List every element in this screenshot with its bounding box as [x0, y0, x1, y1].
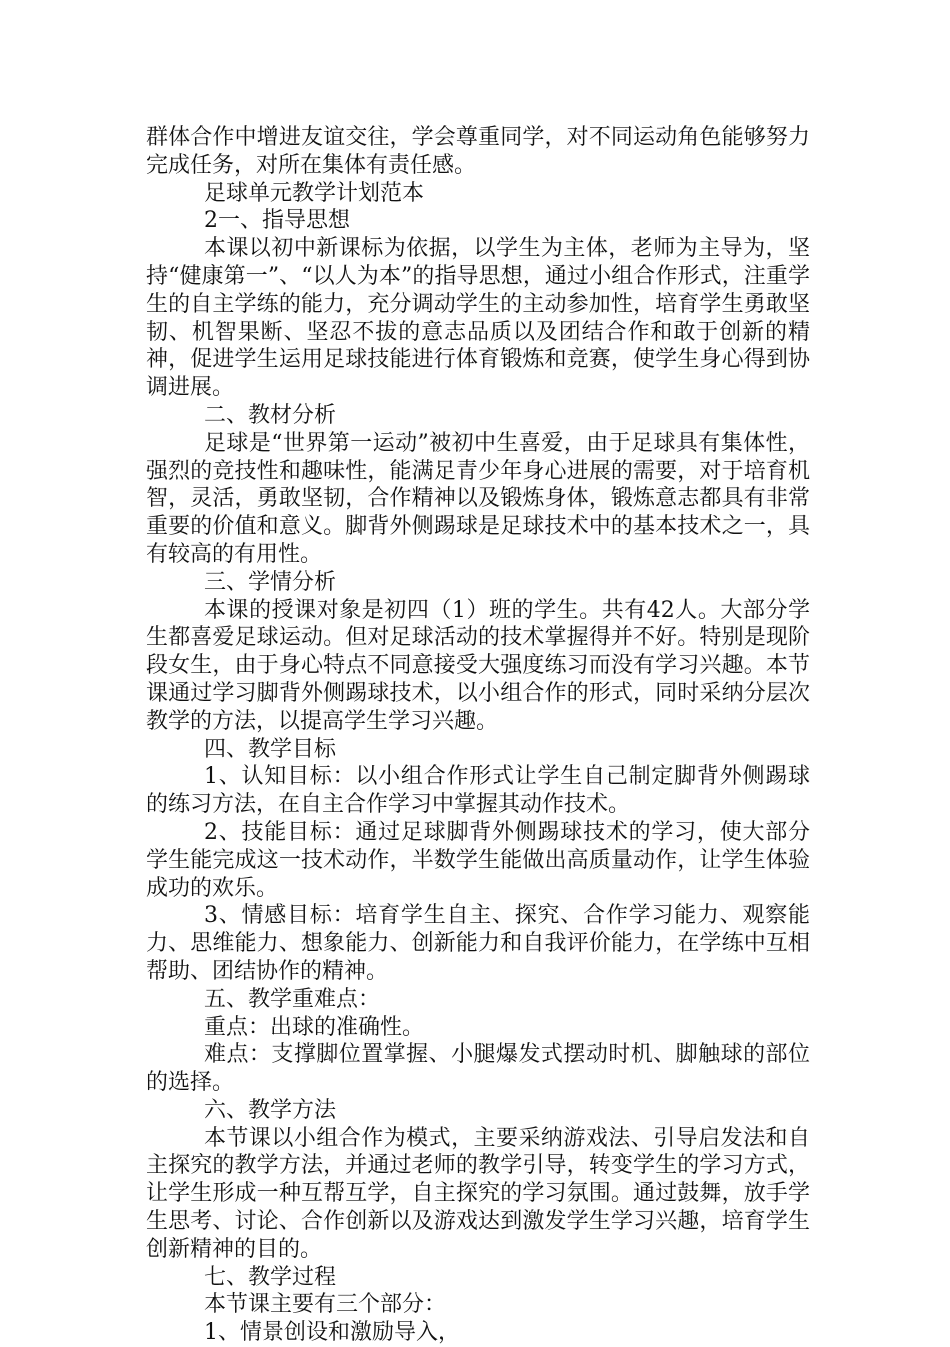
section-heading-teaching-goals: 四、教学目标	[204, 736, 337, 762]
paragraph-key-point: 重点：出球的准确性。	[204, 1014, 425, 1040]
paragraph-teaching-method: 本节课以小组合作为模式，主要采纳游戏法、引导启发法和自主探究的教学方法，并通过老师的教学引导，转变学生的学习方式，让学生形成一种互帮互学，自主探究的学习氛围。通过鼓舞，放手学生思考、讨论、合作创新以及游戏达到激发学生学习兴趣，培育学生创新精神的目的。	[146, 1125, 810, 1262]
section-heading-material-analysis: 二、教材分析	[204, 402, 337, 428]
document-body	[146, 124, 810, 1347]
paragraph-guiding-idea: 本课以初中新课标为依据，以学生为主体，老师为主导为，坚持“健康第一”、“以人为本”的指导思想，通过小组合作形式，注重学生的自主学练的能力，充分调动学生的主动参加性，培育学生勇敢坚韧、机智果断、坚忍不拔的意志品质以及团结合作和敢于创新的精神，促进学生运用足球技能进行体育锻炼和竞赛，使学生身心得到协调进展。	[146, 236, 810, 401]
document-title: 足球单元教学计划范本	[204, 180, 425, 206]
paragraph-process-intro: 本节课主要有三个部分：	[204, 1292, 447, 1318]
paragraph-goal-skill: 2、技能目标：通过足球脚背外侧踢球技术的学习，使大部分学生能完成这一技术动作，半数学生能做出高质量动作，让学生体验成功的欢乐。	[146, 819, 810, 901]
section-heading-guiding-idea: 2一、指导思想	[204, 208, 350, 234]
paragraph-continuation: 群体合作中增进友谊交往，学会尊重同学，对不同运动角色能够努力完成任务，对所在集体有责任感。	[146, 125, 810, 178]
section-heading-student-analysis: 三、学情分析	[204, 569, 337, 595]
paragraph-process-step-1: 1、情景创设和激励导入，	[204, 1320, 460, 1346]
paragraph-difficult-point: 难点：支撑脚位置掌握、小腿爆发式摆动时机、脚触球的部位的选择。	[146, 1042, 810, 1096]
paragraph-student-analysis: 本课的授课对象是初四（1）班的学生。共有42人。大部分学生都喜爱足球运动。但对足球活动的技术掌握得并不好。特别是现阶段女生，由于身心特点不同意接受大强度练习而没有学习兴趣。本节课通过学习脚背外侧踢球技术，以小组合作的形式，同时采纳分层次教学的方法，以提高学生学习兴趣。	[146, 597, 810, 734]
section-heading-teaching-process: 七、教学过程	[204, 1264, 337, 1290]
paragraph-goal-emotion: 3、情感目标：培育学生自主、探究、合作学习能力、观察能力、思维能力、想象能力、创新能力和自我评价能力，在学练中互相帮助、团结协作的精神。	[146, 903, 810, 984]
paragraph-material-analysis: 足球是“世界第一运动”被初中生喜爱，由于足球具有集体性，强烈的竞技性和趣味性，能满足青少年身心进展的需要，对于培育机智，灵活，勇敢坚韧，合作精神以及锻炼身体，锻炼意志都具有非常重要的价值和意义。脚背外侧踢球是足球技术中的基本技术之一，具有较高的有用性。	[146, 430, 810, 567]
section-heading-key-points: 五、教学重难点：	[204, 986, 381, 1012]
section-heading-teaching-method: 六、教学方法	[204, 1097, 337, 1123]
paragraph-goal-cognitive: 1、认知目标：以小组合作形式让学生自己制定脚背外侧踢球的练习方法，在自主合作学习中掌握其动作技术。	[146, 764, 810, 818]
